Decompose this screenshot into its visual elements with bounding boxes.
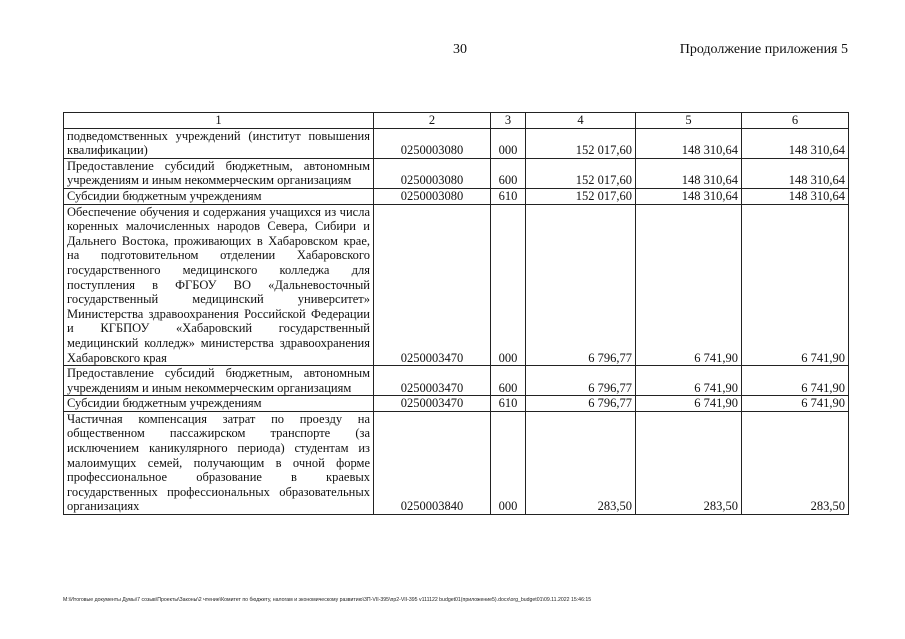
- row-code: 0250003470: [374, 396, 491, 412]
- row-vr: 610: [491, 396, 526, 412]
- table-row: [64, 158, 849, 188]
- row-amount-5: 6 741,90: [636, 204, 742, 366]
- row-amount-5: 148 310,64: [636, 188, 742, 204]
- column-header: 3: [491, 113, 526, 129]
- row-code: 0250003080: [374, 128, 491, 158]
- row-code: 0250003470: [374, 204, 491, 366]
- row-amount-4: 6 796,77: [526, 204, 636, 366]
- row-amount-5: 283,50: [636, 411, 742, 514]
- row-amount-4: 152 017,60: [526, 158, 636, 188]
- row-amount-6: 6 741,90: [742, 204, 849, 366]
- row-name: подведомственных учреждений (институт повышения квалификации): [64, 128, 374, 158]
- table-row: [64, 128, 849, 158]
- row-amount-5: 148 310,64: [636, 128, 742, 158]
- file-path-footer: M:\Итоговые документы Думы\7 созыв\Проекты\Законы\2 чтение\Комитет по бюджету, налогам и экономическому развитию\3П-VII-395\пр2-VII-395 v111122 budget01(приложение5).docx\org_budget01\09.11.2022 15:46:15: [63, 597, 592, 603]
- row-amount-6: 6 741,90: [742, 366, 849, 396]
- table-row: [64, 366, 849, 396]
- table-row: [64, 204, 849, 366]
- column-header: 5: [636, 113, 742, 129]
- budget-table: [63, 112, 849, 515]
- row-amount-4: 283,50: [526, 411, 636, 514]
- row-amount-6: 148 310,64: [742, 188, 849, 204]
- column-header: 6: [742, 113, 849, 129]
- column-header: 4: [526, 113, 636, 129]
- row-amount-6: 6 741,90: [742, 396, 849, 412]
- row-code: 0250003080: [374, 158, 491, 188]
- continuation-caption: Продолжение приложения 5: [679, 42, 848, 57]
- row-amount-6: 148 310,64: [742, 128, 849, 158]
- table-row: [64, 411, 849, 514]
- row-vr: 600: [491, 158, 526, 188]
- row-name: Обеспечение обучения и содержания учащихся из числа коренных малочисленных народов Севера, Сибири и Дальнего Востока, проживающих в Хабаровском крае, на подготовительном отделении Хабаровского государственного медицинского колледжа для поступления в ФГБОУ ВО «Дальневосточный государственный медицинский университет» Министерства здравоохранения Российской Федерации и КГБПОУ «Хабаровский государственный медицинский колледж» министерства здравоохранения Хабаровского края: [64, 204, 374, 366]
- column-header: 1: [64, 113, 374, 129]
- page-number: 30: [453, 42, 467, 57]
- row-code: 0250003470: [374, 366, 491, 396]
- row-amount-4: 6 796,77: [526, 396, 636, 412]
- row-amount-6: 148 310,64: [742, 158, 849, 188]
- row-amount-6: 283,50: [742, 411, 849, 514]
- row-amount-4: 6 796,77: [526, 366, 636, 396]
- column-header: 2: [374, 113, 491, 129]
- row-amount-4: 152 017,60: [526, 188, 636, 204]
- row-vr: 000: [491, 411, 526, 514]
- row-vr: 000: [491, 204, 526, 366]
- row-vr: 610: [491, 188, 526, 204]
- row-name: Частичная компенсация затрат по проезду на общественном пассажирском транспорте (за исключением каникулярного периода) студентам из малоимущих семей, получающим в очной форме профессиональное образование в краевых государственных профессиональных образовательных организациях: [64, 411, 374, 514]
- row-amount-5: 6 741,90: [636, 396, 742, 412]
- row-vr: 000: [491, 128, 526, 158]
- row-name: Предоставление субсидий бюджетным, автономным учреждениям и иным некоммерческим организациям: [64, 158, 374, 188]
- row-amount-5: 6 741,90: [636, 366, 742, 396]
- table-header-row: [64, 113, 849, 129]
- row-name: Субсидии бюджетным учреждениям: [64, 188, 374, 204]
- row-amount-5: 148 310,64: [636, 158, 742, 188]
- row-vr: 600: [491, 366, 526, 396]
- row-name: Предоставление субсидий бюджетным, автономным учреждениям и иным некоммерческим организациям: [64, 366, 374, 396]
- row-code: 0250003840: [374, 411, 491, 514]
- row-code: 0250003080: [374, 188, 491, 204]
- table-row: [64, 396, 849, 412]
- table-row: [64, 188, 849, 204]
- row-amount-4: 152 017,60: [526, 128, 636, 158]
- row-name: Субсидии бюджетным учреждениям: [64, 396, 374, 412]
